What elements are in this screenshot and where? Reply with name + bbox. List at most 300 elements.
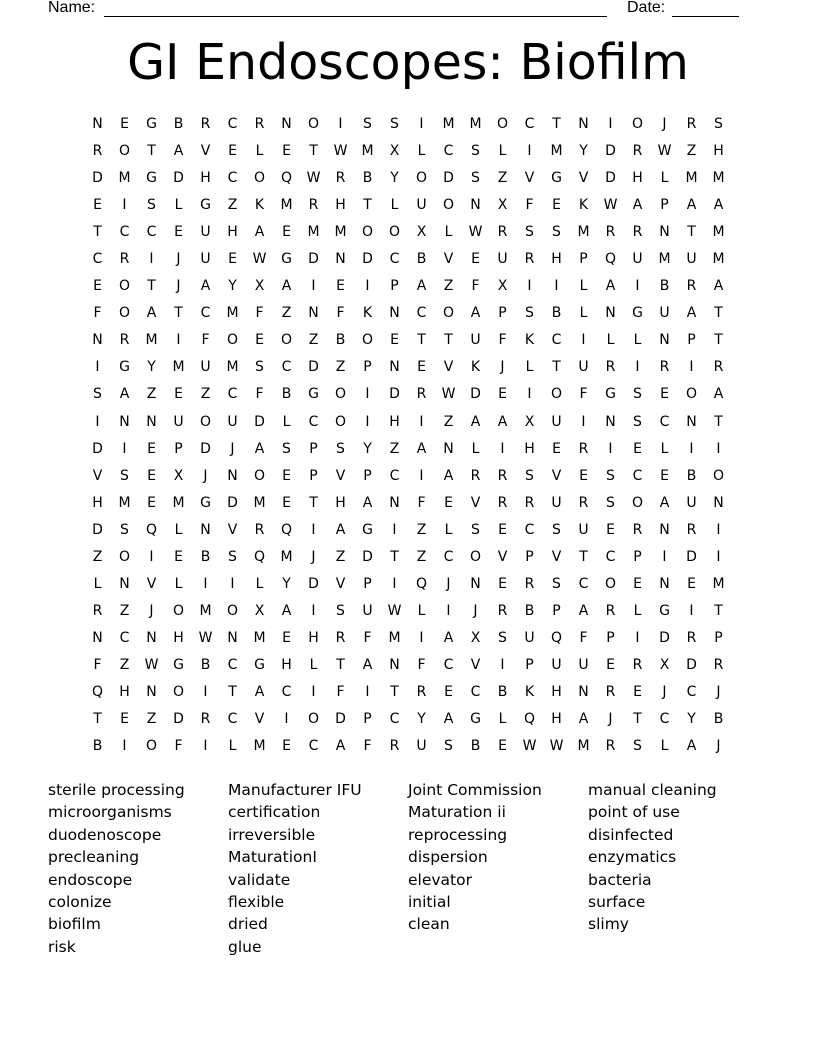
grid-letter[interactable]: M (118, 170, 131, 187)
grid-letter[interactable]: C (605, 548, 616, 565)
grid-letter[interactable]: J (662, 683, 667, 700)
grid-letter[interactable]: Z (335, 359, 346, 376)
grid-letter[interactable]: C (524, 521, 535, 538)
grid-letter[interactable]: S (714, 116, 723, 132)
grid-letter[interactable]: A (443, 711, 454, 728)
grid-letter[interactable]: Z (146, 386, 157, 403)
grid-letter[interactable]: R (200, 711, 211, 728)
word-search-grid[interactable] (84, 111, 732, 760)
grid-letter[interactable]: R (497, 467, 508, 484)
grid-letter[interactable]: T (147, 278, 156, 295)
grid-letter[interactable]: P (687, 332, 696, 349)
grid-letter[interactable]: A (470, 305, 481, 322)
grid-letter[interactable]: Q (280, 170, 293, 187)
grid-letter[interactable]: L (417, 143, 426, 160)
grid-letter[interactable]: E (606, 521, 615, 538)
grid-letter[interactable]: O (307, 116, 320, 132)
grid-letter[interactable]: C (308, 413, 319, 430)
grid-letter[interactable]: T (552, 116, 561, 132)
grid-letter[interactable]: V (200, 143, 211, 160)
grid-letter[interactable]: U (200, 224, 211, 241)
grid-letter[interactable]: V (335, 575, 346, 592)
grid-letter[interactable]: A (497, 413, 508, 430)
grid-letter[interactable]: D (254, 413, 265, 430)
grid-letter[interactable]: A (713, 197, 724, 214)
grid-letter[interactable]: I (500, 656, 505, 673)
grid-letter[interactable]: A (281, 278, 292, 295)
grid-letter[interactable]: R (524, 494, 535, 511)
grid-letter[interactable]: E (498, 386, 507, 403)
grid-letter[interactable]: D (308, 575, 319, 592)
grid-letter[interactable]: I (527, 386, 532, 403)
grid-letter[interactable]: H (524, 440, 535, 457)
grid-letter[interactable]: Q (145, 521, 158, 538)
grid-letter[interactable]: H (227, 224, 238, 241)
grid-letter[interactable]: G (173, 656, 184, 673)
grid-letter[interactable]: V (92, 467, 103, 484)
grid-letter[interactable]: B (551, 305, 562, 322)
grid-letter[interactable]: N (281, 116, 292, 132)
grid-letter[interactable]: J (203, 467, 208, 484)
grid-letter[interactable]: M (253, 494, 266, 511)
grid-letter[interactable]: D (173, 711, 184, 728)
grid-letter[interactable]: P (660, 197, 669, 214)
grid-letter[interactable]: C (227, 386, 238, 403)
grid-letter[interactable]: P (714, 629, 723, 646)
grid-letter[interactable]: J (608, 711, 613, 728)
grid-letter[interactable]: P (633, 548, 642, 565)
grid-letter[interactable]: T (309, 143, 318, 160)
grid-letter[interactable]: V (470, 494, 481, 511)
grid-letter[interactable]: F (336, 305, 345, 322)
grid-letter[interactable]: L (309, 656, 318, 673)
grid-letter[interactable]: E (471, 251, 480, 268)
grid-letter[interactable]: G (146, 170, 157, 187)
grid-letter[interactable]: J (230, 440, 235, 457)
grid-letter[interactable]: R (200, 116, 211, 132)
grid-letter[interactable]: E (498, 521, 507, 538)
grid-letter[interactable]: B (200, 548, 211, 565)
grid-letter[interactable]: I (419, 629, 424, 646)
grid-letter[interactable]: P (525, 548, 534, 565)
grid-letter[interactable]: D (308, 251, 319, 268)
grid-letter[interactable]: A (578, 602, 589, 619)
grid-letter[interactable]: R (632, 224, 643, 241)
grid-letter[interactable]: K (578, 197, 589, 214)
grid-letter[interactable]: H (281, 656, 292, 673)
grid-letter[interactable]: Z (200, 386, 211, 403)
grid-letter[interactable]: X (173, 467, 184, 484)
grid-letter[interactable]: D (470, 386, 481, 403)
grid-letter[interactable]: O (226, 602, 239, 619)
grid-letter[interactable]: M (712, 575, 725, 592)
grid-letter[interactable]: M (361, 143, 374, 160)
grid-letter[interactable]: U (416, 738, 427, 755)
grid-letter[interactable]: N (578, 683, 589, 700)
grid-letter[interactable]: Q (91, 683, 104, 700)
grid-letter[interactable]: M (550, 143, 563, 160)
grid-letter[interactable]: L (498, 143, 507, 160)
grid-letter[interactable]: B (524, 602, 535, 619)
grid-letter[interactable]: D (92, 170, 103, 187)
grid-letter[interactable]: O (253, 170, 266, 187)
grid-letter[interactable]: O (712, 467, 725, 484)
grid-letter[interactable]: Z (227, 197, 238, 214)
grid-letter[interactable]: A (686, 305, 697, 322)
grid-letter[interactable]: S (336, 440, 345, 457)
grid-letter[interactable]: I (95, 359, 100, 376)
grid-letter[interactable]: C (389, 467, 400, 484)
grid-letter[interactable]: X (497, 278, 508, 295)
grid-letter[interactable]: R (470, 467, 481, 484)
grid-letter[interactable]: R (605, 602, 616, 619)
grid-letter[interactable]: T (390, 548, 399, 565)
grid-letter[interactable]: A (578, 711, 589, 728)
grid-letter[interactable]: H (389, 413, 400, 430)
grid-letter[interactable]: N (200, 521, 211, 538)
grid-letter[interactable]: R (659, 359, 670, 376)
grid-letter[interactable]: N (443, 440, 454, 457)
grid-letter[interactable]: J (716, 683, 721, 700)
grid-letter[interactable]: F (255, 386, 264, 403)
grid-letter[interactable]: O (415, 170, 428, 187)
grid-letter[interactable]: W (144, 656, 159, 673)
grid-letter[interactable]: L (606, 332, 615, 349)
grid-letter[interactable]: F (417, 494, 426, 511)
grid-letter[interactable]: G (632, 305, 643, 322)
grid-letter[interactable]: I (716, 521, 721, 538)
grid-letter[interactable]: V (497, 548, 508, 565)
grid-letter[interactable]: I (365, 683, 370, 700)
grid-letter[interactable]: V (227, 521, 238, 538)
grid-letter[interactable]: D (308, 359, 319, 376)
grid-letter[interactable]: J (662, 116, 667, 132)
grid-letter[interactable]: U (551, 494, 562, 511)
grid-letter[interactable]: H (335, 494, 346, 511)
grid-letter[interactable]: E (606, 656, 615, 673)
grid-letter[interactable]: H (551, 683, 562, 700)
grid-letter[interactable]: C (227, 116, 238, 132)
grid-letter[interactable]: G (281, 251, 292, 268)
grid-letter[interactable]: F (93, 305, 102, 322)
grid-letter[interactable]: M (307, 224, 320, 241)
grid-letter[interactable]: Z (686, 143, 697, 160)
grid-letter[interactable]: J (500, 359, 505, 376)
grid-letter[interactable]: I (662, 548, 667, 565)
grid-letter[interactable]: W (657, 143, 672, 160)
grid-letter[interactable]: N (659, 224, 670, 241)
grid-letter[interactable]: V (335, 467, 346, 484)
grid-letter[interactable]: N (227, 629, 238, 646)
grid-letter[interactable]: U (686, 251, 697, 268)
grid-letter[interactable]: U (416, 197, 427, 214)
grid-letter[interactable]: S (282, 440, 291, 457)
grid-letter[interactable]: E (660, 386, 669, 403)
grid-letter[interactable]: T (147, 143, 156, 160)
grid-letter[interactable]: L (417, 602, 426, 619)
grid-letter[interactable]: T (579, 548, 588, 565)
grid-letter[interactable]: Z (416, 548, 427, 565)
grid-letter[interactable]: Y (282, 575, 291, 592)
grid-letter[interactable]: E (498, 738, 507, 755)
grid-letter[interactable]: S (606, 467, 615, 484)
grid-letter[interactable]: O (550, 386, 563, 403)
grid-letter[interactable]: H (632, 170, 643, 187)
grid-letter[interactable]: U (227, 413, 238, 430)
grid-letter[interactable]: I (554, 278, 559, 295)
grid-letter[interactable]: L (471, 440, 480, 457)
grid-letter[interactable]: M (388, 629, 401, 646)
grid-letter[interactable]: K (524, 683, 535, 700)
grid-letter[interactable]: L (579, 278, 588, 295)
grid-letter[interactable]: J (446, 575, 451, 592)
grid-letter[interactable]: N (119, 413, 130, 430)
grid-letter[interactable]: O (442, 305, 455, 322)
grid-letter[interactable]: G (308, 386, 319, 403)
grid-letter[interactable]: P (552, 602, 561, 619)
grid-letter[interactable]: O (280, 332, 293, 349)
grid-letter[interactable]: A (173, 143, 184, 160)
grid-letter[interactable]: T (363, 197, 372, 214)
grid-letter[interactable]: O (361, 224, 374, 241)
grid-letter[interactable]: X (416, 224, 427, 241)
grid-letter[interactable]: R (497, 602, 508, 619)
grid-letter[interactable]: Z (308, 332, 319, 349)
grid-letter[interactable]: F (498, 332, 507, 349)
grid-letter[interactable]: B (659, 278, 670, 295)
grid-letter[interactable]: M (712, 251, 725, 268)
grid-letter[interactable]: Q (280, 521, 293, 538)
grid-letter[interactable]: V (443, 251, 454, 268)
grid-letter[interactable]: I (203, 683, 208, 700)
grid-letter[interactable]: G (146, 116, 157, 132)
grid-letter[interactable]: L (93, 575, 102, 592)
grid-letter[interactable]: O (172, 683, 185, 700)
grid-letter[interactable]: W (198, 629, 213, 646)
grid-letter[interactable]: X (470, 629, 481, 646)
grid-letter[interactable]: L (255, 143, 264, 160)
grid-letter[interactable]: S (633, 413, 642, 430)
grid-letter[interactable]: D (443, 170, 454, 187)
grid-letter[interactable]: S (633, 738, 642, 755)
grid-letter[interactable]: Z (119, 602, 130, 619)
grid-letter[interactable]: I (203, 575, 208, 592)
grid-letter[interactable]: P (174, 440, 183, 457)
grid-letter[interactable]: I (581, 332, 586, 349)
grid-letter[interactable]: H (335, 197, 346, 214)
grid-letter[interactable]: U (551, 656, 562, 673)
grid-letter[interactable]: S (471, 170, 480, 187)
grid-letter[interactable]: Y (363, 440, 372, 457)
grid-letter[interactable]: B (686, 467, 697, 484)
grid-letter[interactable]: R (335, 170, 346, 187)
grid-letter[interactable]: E (336, 278, 345, 295)
grid-letter[interactable]: V (524, 170, 535, 187)
grid-letter[interactable]: R (308, 197, 319, 214)
grid-letter[interactable]: B (362, 170, 373, 187)
grid-letter[interactable]: D (200, 440, 211, 457)
grid-letter[interactable]: M (280, 548, 293, 565)
grid-letter[interactable]: Q (523, 711, 536, 728)
grid-letter[interactable]: M (469, 116, 482, 132)
grid-letter[interactable]: A (281, 602, 292, 619)
grid-letter[interactable]: W (603, 197, 618, 214)
grid-letter[interactable]: E (228, 251, 237, 268)
grid-letter[interactable]: I (608, 440, 613, 457)
grid-letter[interactable]: Q (415, 575, 428, 592)
grid-letter[interactable]: I (716, 440, 721, 457)
grid-letter[interactable]: G (659, 602, 670, 619)
grid-letter[interactable]: S (255, 359, 264, 376)
grid-letter[interactable]: D (227, 494, 238, 511)
grid-letter[interactable]: C (227, 656, 238, 673)
grid-letter[interactable]: B (173, 116, 184, 132)
grid-letter[interactable]: N (308, 305, 319, 322)
grid-letter[interactable]: W (468, 224, 483, 241)
grid-letter[interactable]: Y (579, 143, 588, 160)
grid-letter[interactable]: S (498, 629, 507, 646)
grid-letter[interactable]: C (119, 224, 130, 241)
grid-letter[interactable]: A (416, 278, 427, 295)
grid-letter[interactable]: C (632, 467, 643, 484)
grid-letter[interactable]: S (120, 467, 129, 484)
grid-letter[interactable]: Z (443, 413, 454, 430)
grid-letter[interactable]: O (685, 386, 698, 403)
grid-letter[interactable]: L (525, 359, 534, 376)
grid-letter[interactable]: C (119, 629, 130, 646)
grid-letter[interactable]: T (714, 305, 723, 322)
grid-letter[interactable]: M (577, 224, 590, 241)
grid-letter[interactable]: S (525, 467, 534, 484)
grid-letter[interactable]: S (552, 521, 561, 538)
grid-letter[interactable]: I (527, 278, 532, 295)
grid-letter[interactable]: C (227, 170, 238, 187)
grid-letter[interactable]: I (284, 711, 289, 728)
grid-letter[interactable]: F (579, 386, 588, 403)
grid-letter[interactable]: M (577, 738, 590, 755)
grid-letter[interactable]: S (120, 521, 129, 538)
grid-letter[interactable]: D (389, 386, 400, 403)
grid-letter[interactable]: M (226, 359, 239, 376)
grid-letter[interactable]: C (389, 711, 400, 728)
grid-letter[interactable]: F (525, 197, 534, 214)
grid-letter[interactable]: N (686, 413, 697, 430)
grid-letter[interactable]: H (173, 629, 184, 646)
grid-letter[interactable]: J (149, 602, 154, 619)
grid-letter[interactable]: I (338, 116, 343, 132)
grid-letter[interactable]: F (93, 656, 102, 673)
grid-letter[interactable]: I (689, 602, 694, 619)
grid-letter[interactable]: T (336, 656, 345, 673)
grid-letter[interactable]: P (363, 359, 372, 376)
grid-letter[interactable]: Q (550, 629, 563, 646)
grid-letter[interactable]: E (552, 440, 561, 457)
grid-letter[interactable]: A (362, 656, 373, 673)
grid-letter[interactable]: R (497, 224, 508, 241)
grid-letter[interactable]: E (228, 143, 237, 160)
grid-letter[interactable]: C (146, 224, 157, 241)
grid-letter[interactable]: N (659, 575, 670, 592)
grid-letter[interactable]: Y (687, 711, 696, 728)
grid-letter[interactable]: F (471, 278, 480, 295)
grid-letter[interactable]: B (335, 332, 346, 349)
grid-letter[interactable]: S (471, 143, 480, 160)
grid-letter[interactable]: X (659, 656, 670, 673)
grid-letter[interactable]: B (281, 386, 292, 403)
grid-letter[interactable]: H (551, 251, 562, 268)
grid-letter[interactable]: C (686, 683, 697, 700)
grid-letter[interactable]: Z (335, 548, 346, 565)
grid-letter[interactable]: A (254, 683, 265, 700)
grid-letter[interactable]: D (686, 548, 697, 565)
grid-letter[interactable]: S (93, 386, 102, 403)
grid-letter[interactable]: I (311, 683, 316, 700)
grid-letter[interactable]: E (147, 494, 156, 511)
grid-letter[interactable]: S (471, 521, 480, 538)
grid-letter[interactable]: D (173, 170, 184, 187)
grid-letter[interactable]: A (362, 494, 373, 511)
grid-letter[interactable]: I (446, 602, 451, 619)
grid-letter[interactable]: A (416, 440, 427, 457)
grid-letter[interactable]: J (176, 251, 181, 268)
grid-letter[interactable]: N (92, 116, 103, 132)
grid-letter[interactable]: L (660, 440, 669, 457)
grid-letter[interactable]: E (633, 683, 642, 700)
grid-letter[interactable]: I (149, 251, 154, 268)
grid-letter[interactable]: E (498, 575, 507, 592)
grid-letter[interactable]: U (578, 521, 589, 538)
grid-letter[interactable]: N (92, 332, 103, 349)
grid-letter[interactable]: X (389, 143, 400, 160)
grid-letter[interactable]: G (362, 521, 373, 538)
grid-letter[interactable]: L (498, 711, 507, 728)
grid-letter[interactable]: N (389, 656, 400, 673)
grid-letter[interactable]: F (363, 629, 372, 646)
grid-letter[interactable]: S (390, 116, 399, 132)
grid-letter[interactable]: S (606, 494, 615, 511)
grid-letter[interactable]: W (252, 251, 267, 268)
grid-letter[interactable]: I (122, 197, 127, 214)
grid-letter[interactable]: T (714, 413, 723, 430)
grid-letter[interactable]: N (227, 467, 238, 484)
grid-letter[interactable]: M (253, 629, 266, 646)
grid-letter[interactable]: E (444, 494, 453, 511)
grid-letter[interactable]: I (392, 575, 397, 592)
grid-letter[interactable]: I (689, 440, 694, 457)
grid-letter[interactable]: M (334, 224, 347, 241)
grid-letter[interactable]: H (92, 494, 103, 511)
grid-letter[interactable]: N (335, 251, 346, 268)
grid-letter[interactable]: N (389, 305, 400, 322)
grid-letter[interactable]: I (122, 738, 127, 755)
grid-letter[interactable]: A (335, 521, 346, 538)
grid-letter[interactable]: P (363, 467, 372, 484)
grid-letter[interactable]: D (335, 711, 346, 728)
grid-letter[interactable]: U (524, 629, 535, 646)
grid-letter[interactable]: M (199, 602, 212, 619)
grid-letter[interactable]: E (120, 116, 129, 132)
name-blank-line[interactable] (104, 16, 607, 17)
grid-letter[interactable]: H (551, 711, 562, 728)
grid-letter[interactable]: C (227, 711, 238, 728)
grid-letter[interactable]: O (145, 738, 158, 755)
grid-letter[interactable]: O (172, 602, 185, 619)
grid-letter[interactable]: S (336, 602, 345, 619)
grid-letter[interactable]: Z (416, 521, 427, 538)
grid-letter[interactable]: U (578, 359, 589, 376)
grid-letter[interactable]: T (714, 602, 723, 619)
grid-letter[interactable]: D (92, 440, 103, 457)
